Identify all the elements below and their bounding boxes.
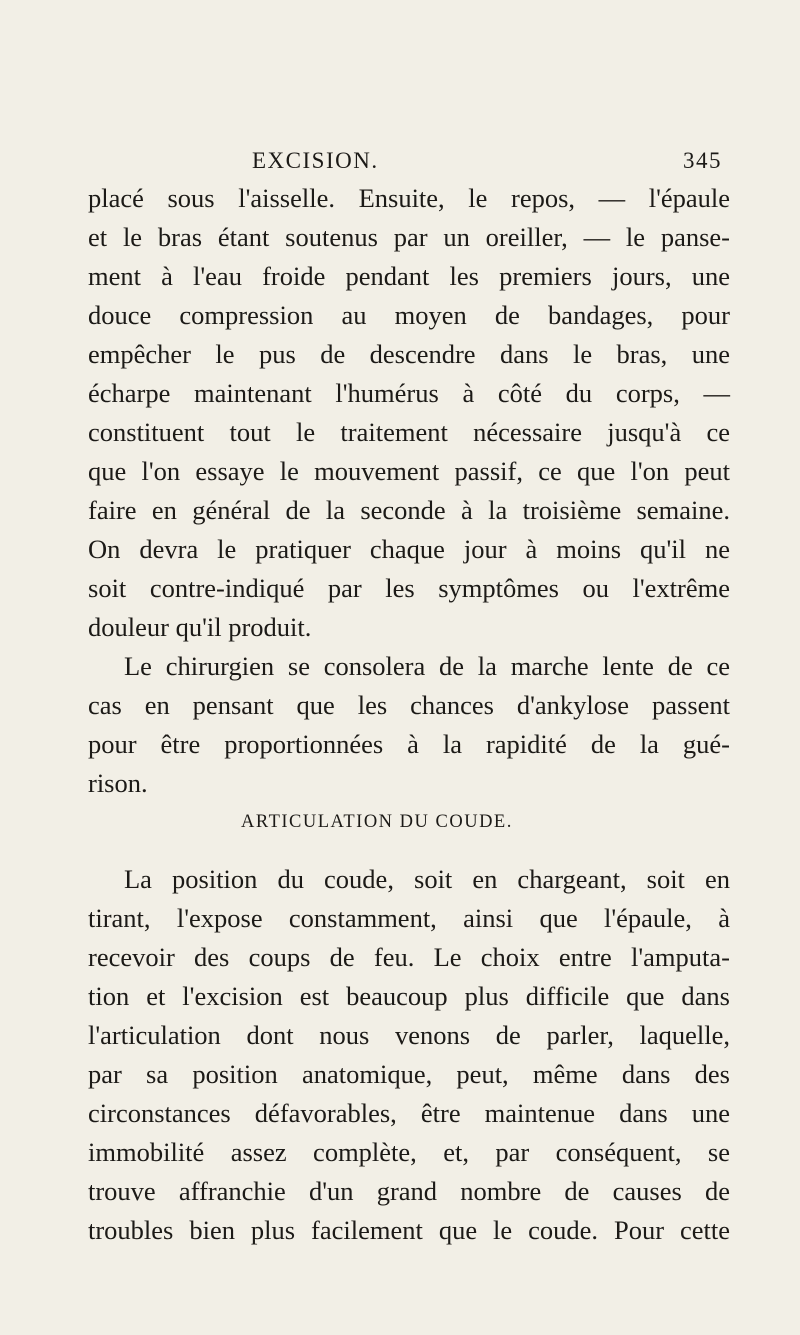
paragraph-1-line-7: constituent tout le traitement nécessaire jusqu'à ce [88,417,730,447]
paragraph-1-line-12: douleur qu'il produit. [88,612,312,642]
paragraph-1-line-4: douce compression au moyen de bandages, pour [88,300,730,330]
paragraph-1-line-10: On devra le pratiquer chaque jour à moins qu'il ne [88,534,730,564]
paragraph-2-line-2: cas en pensant que les chances d'ankylose passent [88,690,730,720]
paragraph-3-line-6: par sa position anatomique, peut, même dans des [88,1059,730,1089]
paragraph-1-line-6: écharpe maintenant l'humérus à côté du corps, — [88,378,730,408]
paragraph-2-line-3: pour être proportionnées à la rapidité de la gué- [88,729,730,759]
running-title: EXCISION. [252,148,379,173]
paragraph-3-line-9: trouve affranchie d'un grand nombre de causes de [88,1176,730,1206]
paragraph-1-line-11: soit contre-indiqué par les symptômes ou l'extrême [88,573,730,603]
paragraph-1-line-3: ment à l'eau froide pendant les premiers jours, une [88,261,730,291]
page-number: 345 [683,148,722,173]
section-heading: ARTICULATION DU COUDE. [241,812,513,832]
paragraph-3-line-3: recevoir des coups de feu. Le choix entre l'amputa- [88,942,730,972]
paragraph-3-line-5: l'articulation dont nous venons de parler, laquelle, [88,1020,730,1050]
paragraph-3-line-2: tirant, l'expose constamment, ainsi que l'épaule, à [88,903,730,933]
paragraph-1-line-1: placé sous l'aisselle. Ensuite, le repos, — l'épaule [88,183,730,213]
paragraph-1-line-5: empêcher le pus de descendre dans le bras, une [88,339,730,369]
paragraph-3-line-4: tion et l'excision est beaucoup plus difficile que dans [88,981,730,1011]
paragraph-2-line-4: rison. [88,768,148,798]
paragraph-1-line-8: que l'on essaye le mouvement passif, ce que l'on peut [88,456,730,486]
paragraph-1-line-2: et le bras étant soutenus par un oreiller, — le panse- [88,222,730,252]
text-block-bottom [88,860,730,1250]
paragraph-3-line-7: circonstances défavorables, être maintenue dans une [88,1098,730,1128]
paragraph-3-line-8: immobilité assez complète, et, par conséquent, se [88,1137,730,1167]
paragraph-3-line-1: La position du coude, soit en chargeant, soit en [124,864,730,894]
paragraph-1-line-9: faire en général de la seconde à la troisième semaine. [88,495,730,525]
paragraph-3-line-10: troubles bien plus facilement que le coude. Pour cette [88,1215,730,1245]
paragraph-2-line-1: Le chirurgien se consolera de la marche lente de ce [124,651,730,681]
running-head [252,148,722,178]
text-block-top [88,179,730,803]
